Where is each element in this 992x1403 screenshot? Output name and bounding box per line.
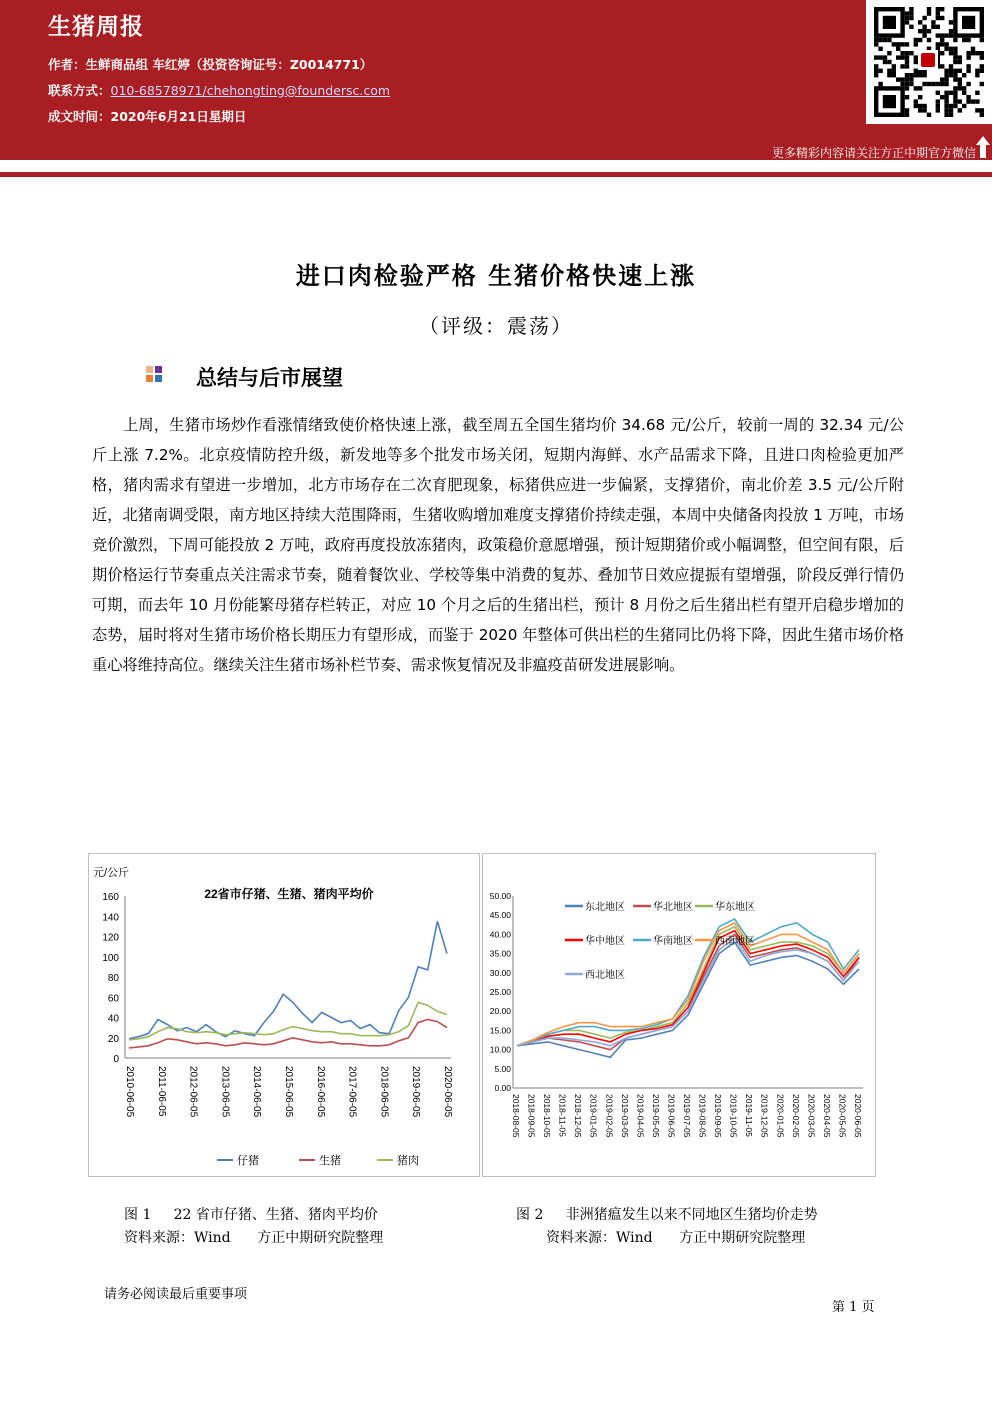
chart2-xtick: 2019-05-05 bbox=[650, 1094, 661, 1138]
contact-line bbox=[48, 81, 390, 99]
chart2-ytick: 30.00 bbox=[489, 967, 511, 978]
arrow-up-icon bbox=[976, 136, 990, 158]
chart1-xtick: 2010-06-05 bbox=[124, 1066, 135, 1118]
chart1-xtick: 2020-06-05 bbox=[442, 1066, 453, 1118]
chart1-ytick: 120 bbox=[102, 932, 119, 944]
report-name: 生猪周报 bbox=[48, 14, 144, 40]
chart1-ytick: 0 bbox=[113, 1054, 119, 1065]
chart1-ytick: 100 bbox=[102, 952, 119, 964]
chart1-series-line bbox=[129, 921, 447, 1039]
figure-1 bbox=[88, 853, 480, 1177]
chart2-xtick: 2020-01-05 bbox=[775, 1094, 786, 1138]
chart2-xtick: 2020-02-05 bbox=[790, 1094, 801, 1138]
chart1-xtick: 2014-06-05 bbox=[251, 1066, 263, 1118]
chart2-xtick: 2018-11-05 bbox=[557, 1094, 568, 1137]
chart2-legend-label: 华东地区 bbox=[715, 902, 755, 913]
chart2-xtick: 2019-08-05 bbox=[697, 1094, 708, 1138]
chart2-ytick: 35.00 bbox=[489, 948, 511, 959]
fig1-source: 资料来源：Wind 方正中期研究院整理 bbox=[124, 1230, 384, 1246]
chart2-xtick: 2019-04-05 bbox=[635, 1094, 646, 1138]
chart2-ytick: 5.00 bbox=[494, 1063, 511, 1074]
chart2-xtick: 2020-03-05 bbox=[806, 1094, 817, 1138]
chart2-legend-label: 华南地区 bbox=[653, 936, 693, 947]
page-number: 第 1 页 bbox=[832, 1300, 875, 1315]
chart1-ytick: 80 bbox=[107, 973, 119, 984]
qr-code-icon bbox=[866, 0, 992, 124]
follow-caption: 更多精彩内容请关注方正中期官方微信 bbox=[771, 146, 976, 160]
chart2-xtick: 2018-08-05 bbox=[511, 1094, 521, 1138]
chart2-xtick: 2019-03-05 bbox=[619, 1094, 630, 1138]
contact-link[interactable]: 010-68578971/chehongting@foundersc.com bbox=[110, 83, 391, 98]
chart2-xtick: 2019-09-05 bbox=[713, 1094, 724, 1138]
section-heading: 总结与后市展望 bbox=[196, 366, 343, 390]
fig2-source: 资料来源：Wind 方正中期研究院整理 bbox=[546, 1230, 806, 1246]
fig1-caption: 图 1 22 省市仔猪、生猪、猪肉平均价 bbox=[124, 1207, 378, 1223]
chart2-xtick: 2019-02-05 bbox=[604, 1094, 615, 1138]
chart1-xtick: 2016-06-05 bbox=[314, 1066, 326, 1118]
chart2-ytick: 0.00 bbox=[494, 1083, 511, 1093]
report-header bbox=[0, 0, 992, 160]
chart1-xtick: 2017-06-05 bbox=[346, 1066, 358, 1118]
chart2-xtick: 2020-06-05 bbox=[853, 1094, 863, 1138]
header-rule bbox=[0, 172, 992, 177]
chart1-legend-label: 仔猪 bbox=[237, 1155, 259, 1167]
chart1-xtick: 2013-06-05 bbox=[219, 1066, 231, 1118]
author-line: 作者：生鲜商品组 车红婷（投资咨询证号：Z0014771） bbox=[48, 57, 373, 72]
chart2-xtick: 2019-12-05 bbox=[759, 1094, 770, 1138]
chart1-xtick: 2018-06-05 bbox=[378, 1066, 390, 1118]
chart1-ylabel bbox=[93, 866, 129, 879]
chart1-ytick: 160 bbox=[102, 892, 119, 903]
rating: （评级：震荡） bbox=[419, 314, 573, 338]
chart2-xtick: 2019-10-05 bbox=[728, 1094, 739, 1138]
chart2-legend-label: 东北地区 bbox=[585, 902, 625, 913]
chart1-title: 22省市仔猪、生猪、猪肉平均价 bbox=[204, 887, 374, 901]
chart2-xtick: 2019-06-05 bbox=[666, 1094, 677, 1138]
chart1-legend-label: 猪肉 bbox=[397, 1155, 419, 1167]
chart1-legend-label: 生猪 bbox=[319, 1155, 341, 1167]
chart1-ytick: 40 bbox=[107, 1013, 119, 1025]
chart2-xtick: 2018-12-05 bbox=[573, 1094, 584, 1138]
chart2-xtick: 2018-09-05 bbox=[526, 1094, 537, 1138]
chart2-legend-label: 华中地区 bbox=[585, 936, 625, 947]
chart2-ytick: 50.00 bbox=[489, 891, 511, 901]
chart2-ytick: 45.00 bbox=[489, 910, 511, 921]
chart1-ytick: 60 bbox=[107, 993, 119, 1005]
chart1-xtick: 2011-06-05 bbox=[155, 1066, 167, 1117]
report-title: 进口肉检验严格 生猪价格快速上涨 bbox=[295, 261, 697, 290]
chart1-series-line bbox=[129, 1020, 447, 1048]
chart1-xtick: 2019-06-05 bbox=[410, 1066, 422, 1118]
chart1-ytick: 140 bbox=[102, 912, 119, 924]
chart2-legend-label: 西北地区 bbox=[585, 970, 625, 981]
chart2-ytick: 15.00 bbox=[489, 1025, 511, 1036]
chart2-ytick: 20.00 bbox=[489, 1006, 511, 1017]
chart1-series-line bbox=[129, 1002, 447, 1040]
chart2-ytick: 25.00 bbox=[489, 987, 511, 997]
footer-notice: 请务必阅读最后重要事项 bbox=[104, 1287, 248, 1302]
chart2-xtick: 2020-04-05 bbox=[821, 1094, 832, 1138]
chart2-legend-label: 西南地区 bbox=[715, 936, 755, 947]
contact-label: 联系方式： bbox=[48, 83, 111, 98]
chart1-ylabel-text: 元/公斤 bbox=[93, 867, 130, 879]
chart2-ytick: 40.00 bbox=[489, 929, 511, 940]
chart2-xtick: 2019-07-05 bbox=[682, 1094, 692, 1138]
figure-2 bbox=[482, 853, 876, 1177]
fig2-caption: 图 2 非洲猪瘟发生以来不同地区生猪均价走势 bbox=[516, 1207, 818, 1223]
chart1-xtick: 2012-06-05 bbox=[187, 1066, 199, 1118]
chart2-legend-label: 华北地区 bbox=[653, 902, 693, 913]
chart1-xtick: 2015-06-05 bbox=[283, 1066, 294, 1118]
chart-piglet-hog-pork-prices bbox=[89, 854, 479, 1176]
date-line: 成文时间：2020年6月21日星期日 bbox=[48, 109, 247, 124]
chart2-xtick: 2019-11-05 bbox=[744, 1094, 755, 1137]
chart2-xtick: 2018-10-05 bbox=[542, 1094, 553, 1138]
chart2-ytick: 10.00 bbox=[489, 1044, 511, 1055]
four-square-bullet-icon bbox=[146, 366, 162, 382]
summary-paragraph: 上周，生猪市场炒作看涨情绪致使价格快速上涨，截至周五全国生猪均价 34.68 元/公斤，较前一周的 32.34 元/公斤上涨 7.2%。北京疫情防控升级，新发地等多个批发市场关闭，短期内海鲜、水产品需求下降，且进口肉检验更加严格，猪肉需求有望进一步增加，北方市场存在二次育肥现象，标猪供应进一步偏紧，支撑猪价，南北价差 3.5 元/公斤附近，北猪南调受限，南方地区持续大范围降雨，生猪收购增加难度支撑猪价持续走强，本周中央储备肉投放 1 万吨，市场竞价激烈，下周可能投放 2 万吨，政府再度投放冻猪肉，政策稳价意愿增强，预计短期猪价或小幅调整，但空间有限，后期价格运行节奏重点关注需求节奏，随着餐饮业、学校等集中消费的复苏、叠加节日效应提振有望增强，阶段反弹行情仍可期，而去年 10 月份能繁母猪存栏转正，对应 10 个月之后的生猪出栏，预计 8 月份之后生猪出栏有望开启稳步增加的态势，届时将对生猪市场价格长期压力有望形成，而鉴于 2020 年整体可供出栏的生猪同比仍将下降，因此生猪市场价格重心将维持高位。继续关注生猪市场补栏节奏、需求恢复情况及非瘟疫苗研发进展影响。 bbox=[92, 416, 904, 674]
chart2-xtick: 2020-05-05 bbox=[837, 1094, 848, 1138]
chart-regional-hog-prices bbox=[483, 854, 875, 1176]
chart2-xtick: 2019-01-05 bbox=[588, 1094, 599, 1138]
chart1-ytick: 20 bbox=[107, 1033, 119, 1045]
